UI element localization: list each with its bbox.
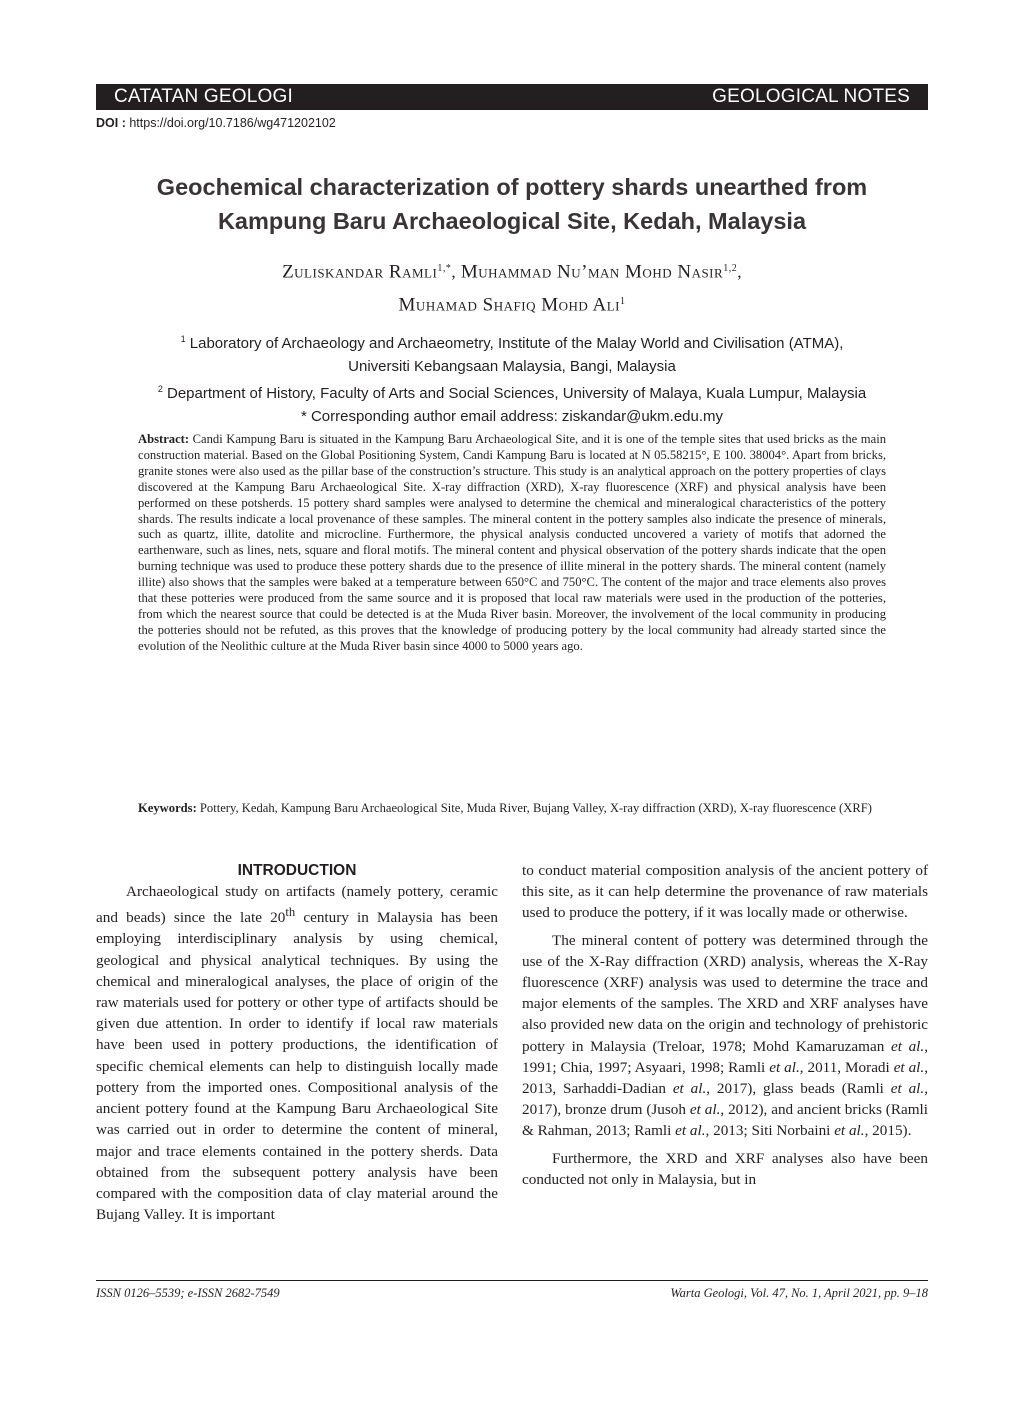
section-label-english: GEOLOGICAL NOTES	[712, 86, 910, 107]
intro-p1-text: Archaeological study on artifacts (namely pottery, ceramic and beads) since the late 20	[96, 883, 498, 927]
section-label-malay: CATATAN GEOLOGI	[114, 86, 293, 107]
keywords	[138, 800, 886, 816]
citation-text: , 2015).	[864, 1122, 912, 1140]
title-line-1: Geochemical characterization of pottery shards unearthed from	[156, 174, 868, 200]
keywords-text: Pottery, Kedah, Kampung Baru Archaeological Site, Muda River, Bujang Valley, X-ray diffraction (XRD), X-ray fluorescence (XRF)	[196, 801, 872, 815]
intro-paragraph-1	[96, 881, 498, 1225]
author-1-affil: 1,*	[437, 263, 452, 274]
affiliation-1-text: Laboratory of Archaeology and Archaeometry, Institute of the Malay World and Civilisation (ATMA),	[185, 335, 844, 352]
doi-line	[96, 116, 336, 130]
footer-issn: ISSN 0126–5539; e-ISSN 2682-7549	[96, 1286, 280, 1300]
intro-paragraph-3: Furthermore, the XRD and XRF analyses also have been conducted not only in Malaysia, but in	[522, 1149, 928, 1188]
footer-citation: Warta Geologi, Vol. 47, No. 1, April 2021, pp. 9–18	[670, 1286, 928, 1300]
intro-paragraph-1-continued: to conduct material composition analysis of the ancient pottery of this site, as it can help determine the provenance of raw materials used to produce the pottery, if it was locally made or otherwise.	[522, 862, 928, 922]
et-al: et al.	[689, 1101, 721, 1119]
abstract-text: Candi Kampung Baru is situated in the Kampung Baru Archaeological Site, and it is one of the temple sites that used bricks as the main construction material. Based on the Global Positioning System, Candi Kampung Baru is located at N 05.58215°, E 100. 38004°. Apart from bricks, granite stones were also used as the pillar base of the construction’s structure. This study is an analytical approach on the pottery properties of clays discovered at the Kampung Baru Archaeological Site. X-ray diffraction (XRD), X-ray fluorescence (XRF) and physical analysis have been performed on these potsherds. 15 pottery shard samples were analysed to determine the chemical and mineralogical characteristics of the pottery shards. The results indicate a local provenance of these samples. The mineral content in the pottery samples also indicate the presence of minerals, such as quartz, illite, datolite and microcline. Furthermore, the physical analysis conducted uncovered a variety of motifs that adorned the earthenware, such as lines, nets, square and floral motifs. The mineral content and physical observation of the pottery shards indicate that the open burning technique was used to produce these pottery shards due to the presence of illite mineral in the pottery shards. The mineral content (namely illite) also shows that the samples were baked at a temperature between 650°C and 750°C. The content of the major and trace elements also proves that these potteries were produced from the same source and it is proposed that local raw materials were used in the production of the potteries, from which the nearest source that could be detected is at the Muda River basin. Moreover, the involvement of the local community in producing the potteries should not be refuted, as this proves that the knowledge of producing pottery by the local community had already started since the evolution of the Neolithic culture at the Muda River basin since 4000 to 5000 years ago.	[138, 432, 886, 653]
et-al: et al.	[893, 1058, 925, 1076]
affiliation-2-marker: 2	[157, 384, 163, 394]
affiliation-1-marker: 1	[180, 334, 186, 344]
citation-text: , 2017), bronze drum (Jusoh	[522, 1080, 928, 1119]
body-column-left	[96, 860, 498, 1225]
corresponding-author: * Corresponding author email address: ziskandar@ukm.edu.my	[300, 407, 724, 425]
citation-text: , 2013; Siti Norbaini	[705, 1122, 835, 1140]
citation-text: , 2011, Moradi	[799, 1058, 894, 1076]
intro-p1-text-cont: century in Malaysia has been employing interdisciplinary analysis by using chemical, geological and physical analytical techniques. By using the chemical and mineralogical analyses, the place of origin of the raw materials used for pottery or other type of artifacts should be given due attention. In order to identify if local raw materials have been used in pottery productions, the identification of specific chemical elements can help to distinguish locally made pottery from the imported ones. Compositional analysis of the ancient pottery found at the Kampung Baru Archaeological Site was carried out in order to determine the content of mineral, major and trace elements contained in the pottery sherds. Data obtained from the subsequent pottery analysis have been compared with the composition data of clay material around the Bujang Valley. It is important	[96, 909, 498, 1224]
et-al: et al.	[769, 1058, 800, 1076]
author-3-affil: 1	[619, 295, 626, 307]
section-heading-introduction: INTRODUCTION	[237, 862, 357, 879]
title-line-2: Kampung Baru Archaeological Site, Kedah, Malaysia	[217, 208, 807, 234]
body-column-right	[522, 860, 928, 1190]
doi-link[interactable]: https://doi.org/10.7186/wg471202102	[129, 116, 336, 130]
citation-text: , 2013, Sarhaddi-Dadian	[522, 1058, 928, 1098]
author-1: Zuliskandar Ramli	[282, 261, 438, 283]
citation-text: , 2017), glass beads (Ramli	[706, 1080, 891, 1098]
et-al: et al.	[675, 1122, 706, 1140]
doi-label: DOI :	[96, 116, 130, 130]
author-3: Muhamad Shafiq Mohd Ali	[398, 294, 620, 316]
et-al: et al.	[672, 1080, 707, 1098]
author-2-affil: 1,2	[723, 263, 738, 274]
citation-text: The mineral content of pottery was determined through the use of the X-Ray diffraction (XRD) analysis, whereas the X-Ray fluorescence (XRF) analysis was used to determine the trace and major elements of the samples. The XRD and XRF analyses have also provided new data on the origin and technology of prehistoric pottery in Malaysia (Treloar, 1978; Mohd Kamaruzaman	[522, 931, 928, 1055]
abstract-label: Abstract:	[138, 432, 190, 446]
affiliation-1-line-1	[96, 328, 928, 356]
author-separator: ,	[737, 262, 742, 282]
ordinal-superscript: th	[285, 905, 296, 920]
intro-paragraph-2	[522, 930, 928, 1142]
et-al: et al.	[890, 1080, 925, 1098]
abstract	[138, 432, 886, 655]
citation-text: , 2012), and ancient bricks (Ramli & Rahman, 2013; Ramli	[522, 1101, 928, 1140]
author-list	[96, 254, 928, 319]
keywords-label: Keywords:	[138, 801, 197, 815]
affiliations	[96, 328, 928, 428]
footer-divider	[96, 1280, 928, 1281]
et-al: et al.	[834, 1122, 865, 1140]
affiliation-2-text: Department of History, Faculty of Arts and Social Sciences, University of Malaya, Kuala Lumpur, Malaysia	[162, 385, 867, 402]
et-al: et al.	[890, 1037, 925, 1055]
affiliation-2	[96, 378, 928, 406]
affiliation-1-line-2: Universiti Kebangsaan Malaysia, Bangi, Malaysia	[348, 357, 676, 375]
citation-text: , 1991; Chia, 1997; Asyaari, 1998; Ramli	[522, 1037, 928, 1076]
author-separator: ,	[451, 262, 461, 282]
author-2: Muhammad Nu’man Mohd Nasir	[460, 261, 724, 283]
paper-title	[96, 170, 928, 238]
journal-section-header	[96, 84, 928, 110]
